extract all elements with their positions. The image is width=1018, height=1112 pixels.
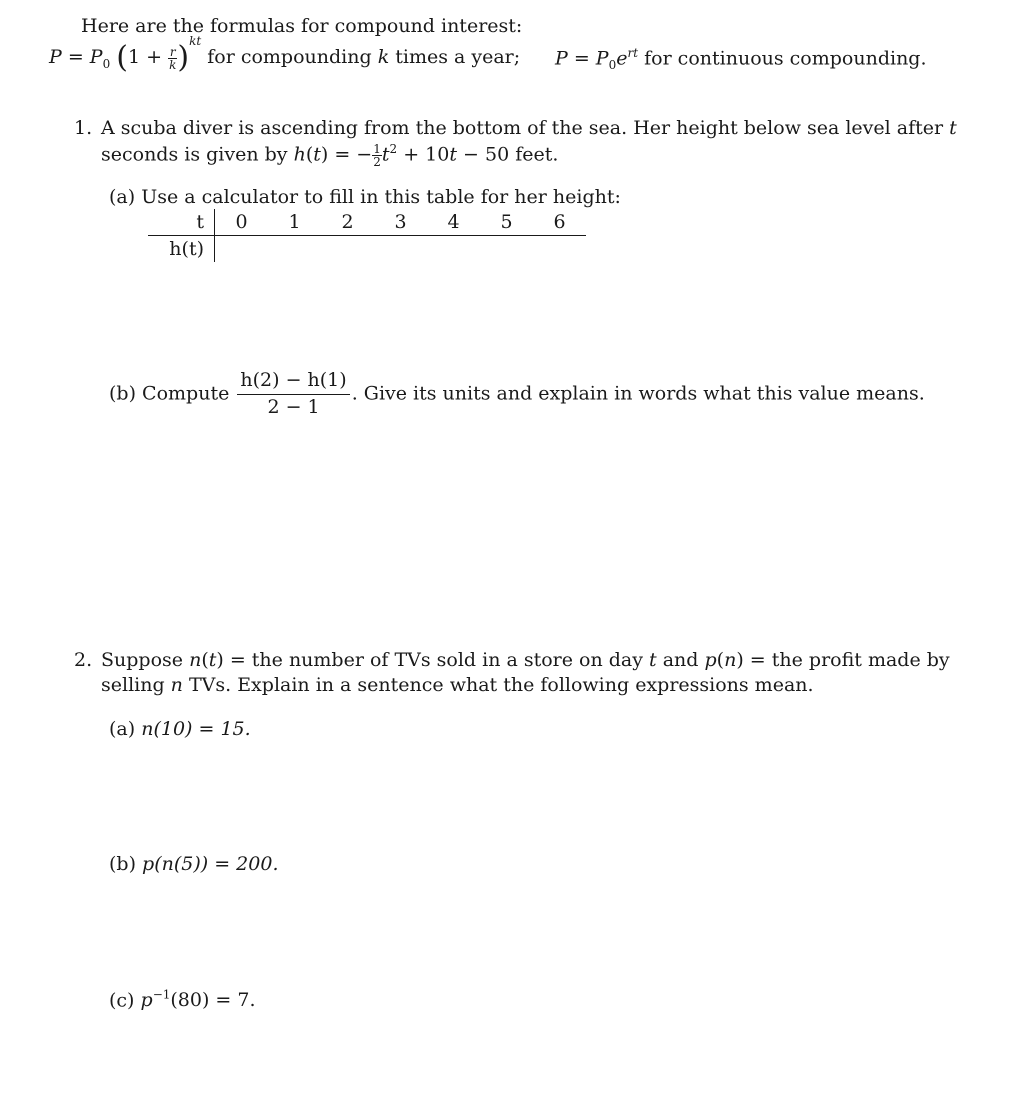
- part-c-label: (c): [109, 989, 135, 1012]
- table-h-label: h(t): [148, 236, 215, 263]
- continuous-formula: $P = P_0e^{rt}$ for continuous compounding.: [555, 46, 927, 73]
- part-b-text: . Give its units and explain in words what this value means.: [351, 382, 925, 405]
- problem2-part-c: [109, 988, 256, 1011]
- problem1-line1: A scuba diver is ascending from the bottom of the sea. Her height below sea level after t: [101, 117, 957, 139]
- formula2-text: for continuous compounding.: [644, 47, 927, 70]
- compute-word: Compute: [142, 382, 230, 405]
- problem2-line1: Suppose n(t) = the number of TVs sold in a store on day t and p(n) = the profit made by: [101, 649, 950, 671]
- h-cell-blank: [533, 236, 586, 263]
- formula1-text: for compounding k times a year;: [207, 46, 521, 68]
- part-a-text: Use a calculator to fill in this table for her height:: [141, 186, 621, 208]
- table-t-label: t: [148, 209, 215, 236]
- compound-formula: $P = P_0$ (1 + $\frac{r}{k}$ )$^{kt}$ for compounding k times a year;: [49, 34, 521, 75]
- problem1-line2: seconds is given by h(t) = − $\frac{1}{2}$ $t^2 + 10t - 50$ feet.: [101, 141, 559, 169]
- expression-a: n(10) = 15.: [141, 718, 251, 740]
- part-a-label: (a): [109, 186, 136, 208]
- problem2-part-a: [109, 718, 251, 740]
- intro-heading: Here are the formulas for compound interest:: [81, 15, 523, 37]
- h-cell-blank: [427, 236, 480, 263]
- problem2-line2: selling n TVs. Explain in a sentence what the following expressions mean.: [101, 674, 814, 696]
- h-cell-blank: [480, 236, 533, 263]
- t-value: 4: [427, 209, 480, 236]
- h-cell-blank: [374, 236, 427, 263]
- part-a-label: (a): [109, 718, 136, 740]
- t-value: 6: [533, 209, 586, 236]
- t-value: 3: [374, 209, 427, 236]
- part-b-label: (b): [109, 382, 136, 405]
- expression-c: $p^{-1}(80) = 7$.: [140, 988, 256, 1012]
- part-b-label: (b): [109, 853, 136, 875]
- problem2-part-b: [109, 853, 279, 875]
- dq-denominator: 2 − 1: [267, 395, 320, 418]
- h-cell-blank: [215, 236, 269, 263]
- problem1-part-a: [109, 186, 621, 208]
- expression-b: p(n(5)) = 200.: [142, 853, 279, 875]
- problem1-number: 1.: [74, 117, 93, 139]
- problem2-number: 2.: [74, 649, 93, 671]
- t-value: 5: [480, 209, 533, 236]
- t-value: 1: [268, 209, 321, 236]
- t-value: 0: [215, 209, 269, 236]
- problem1-part-b: [109, 370, 925, 419]
- t-value: 2: [321, 209, 374, 236]
- h-cell-blank: [268, 236, 321, 263]
- difference-quotient: [237, 370, 349, 419]
- h-cell-blank: [321, 236, 374, 263]
- dq-numerator: h(2) − h(1): [237, 370, 349, 395]
- height-table: [148, 209, 586, 262]
